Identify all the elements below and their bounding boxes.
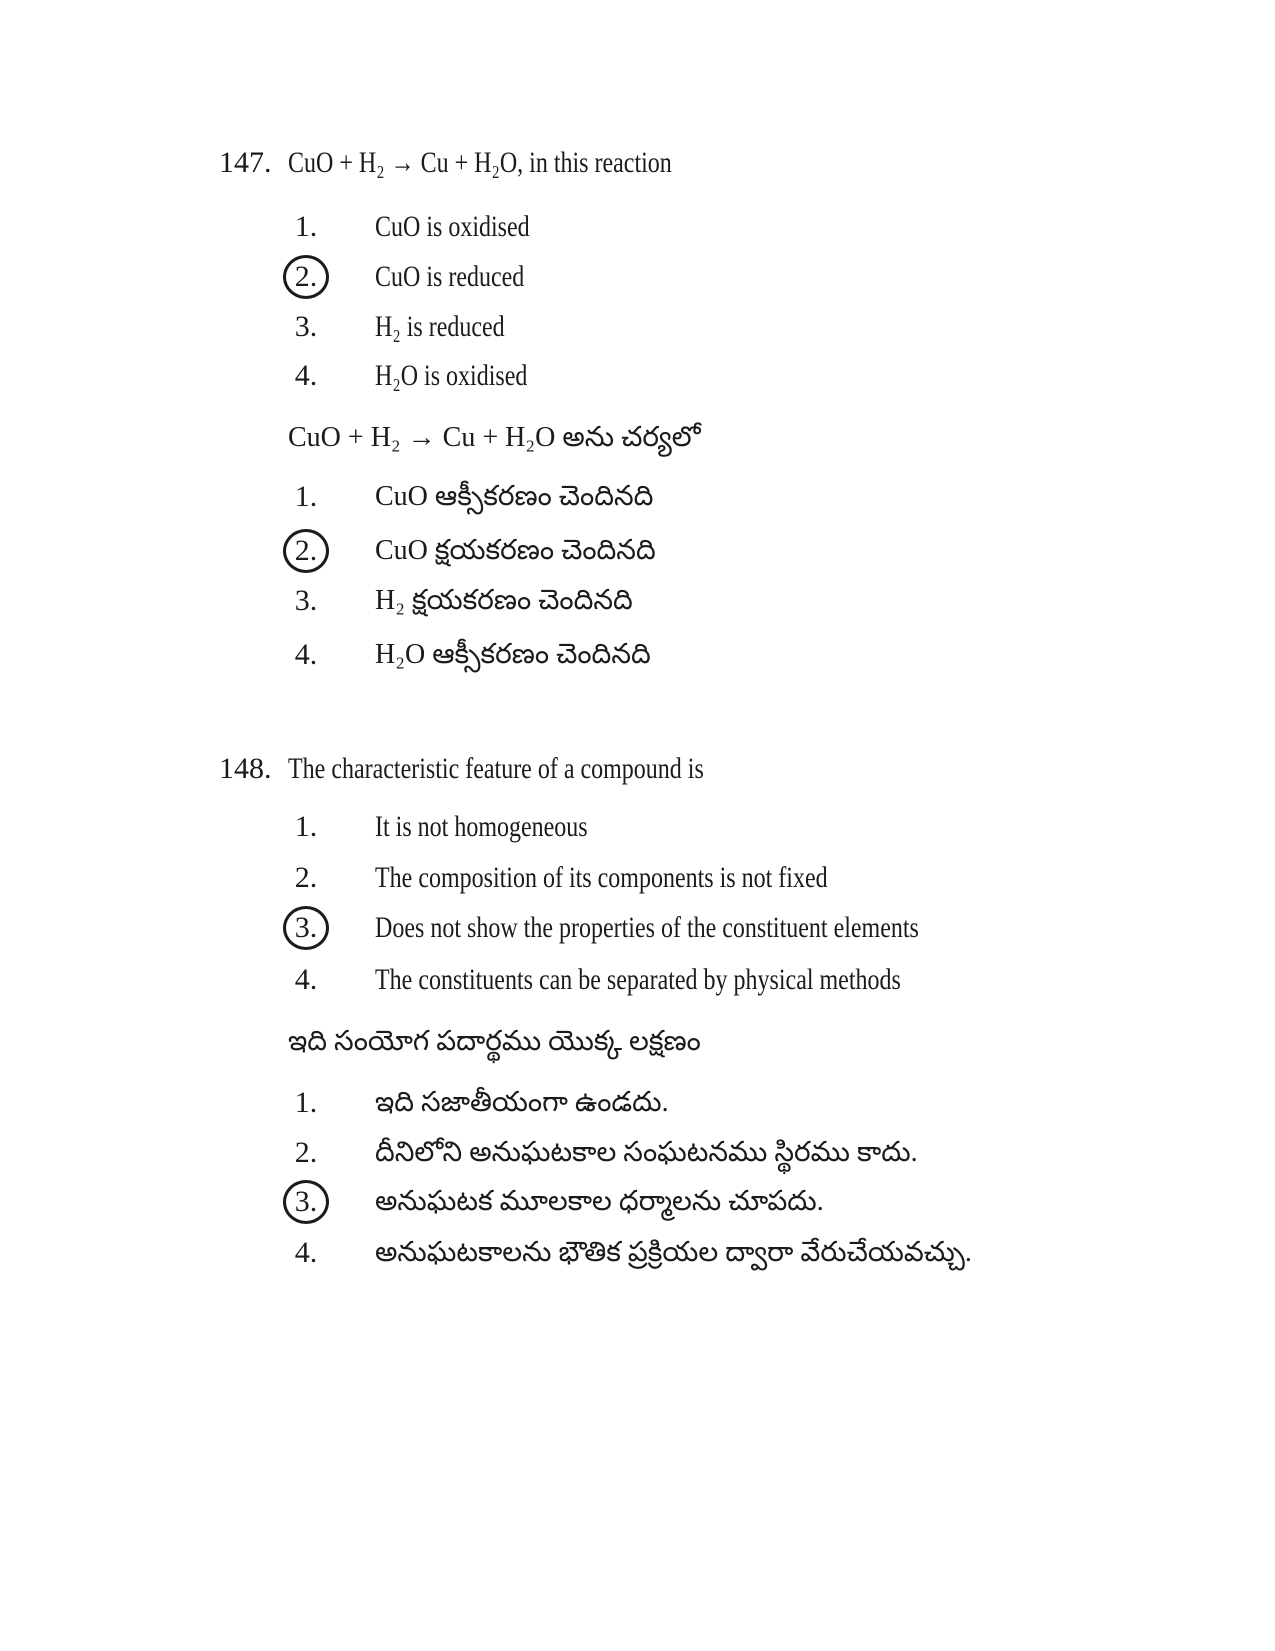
option-text-en: CuO is reduced — [375, 260, 525, 293]
option-number: 2. — [283, 255, 329, 299]
question-number: 148. — [219, 752, 272, 785]
option-number: 2. — [283, 529, 329, 573]
option-row — [0, 807, 1275, 847]
option-text-te: దీనిలోని అనుఘటకాల సంఘటనము స్థిరము కాదు. — [375, 1137, 918, 1168]
telugu-heading-row — [0, 1022, 1275, 1062]
option-number: 4. — [294, 638, 318, 671]
option-row — [0, 1083, 1275, 1123]
option-text-te: CuO ఆక్సీకరణం చెందినది — [375, 481, 654, 512]
option-number: 2. — [294, 861, 318, 894]
option-text-te: CuO క్షయకరణం చెందినది — [375, 535, 656, 566]
option-number: 4. — [294, 359, 318, 392]
option-number: 4. — [294, 963, 318, 996]
question-number: 147. — [219, 146, 272, 179]
question-text-te: ఇది సంయోగ పదార్థము యొక్క లక్షణం — [288, 1026, 701, 1057]
question-text-en: CuO + H₂ → Cu + H₂O, in this reaction — [288, 146, 672, 179]
option-row — [0, 858, 1275, 898]
option-text-en: It is not homogeneous — [375, 810, 588, 843]
option-number: 3. — [283, 906, 329, 950]
option-text-en: The constituents can be separated by physical methods — [375, 963, 901, 996]
option-row — [0, 960, 1275, 1000]
question-heading-row — [0, 749, 1275, 789]
option-row — [0, 635, 1275, 675]
option-row — [0, 531, 1275, 571]
option-row — [0, 1182, 1275, 1222]
option-text-en: H₂ is reduced — [375, 310, 505, 343]
option-row — [0, 307, 1275, 347]
option-row — [0, 356, 1275, 396]
option-number: 1. — [294, 1086, 318, 1119]
option-text-te: ఇది సజాతీయంగా ఉండదు. — [375, 1087, 669, 1118]
question-text-te: CuO + H₂ → Cu + H₂O అను చర్యలో — [288, 422, 701, 453]
telugu-heading-row — [0, 418, 1275, 458]
option-row — [0, 257, 1275, 297]
option-row — [0, 477, 1275, 517]
option-number: 1. — [294, 480, 318, 513]
option-number: 3. — [294, 584, 318, 617]
option-number: 3. — [294, 310, 318, 343]
option-text-te: H₂ క్షయకరణం చెందినది — [375, 585, 633, 616]
option-number: 2. — [294, 1136, 318, 1169]
question-heading-row — [0, 143, 1275, 183]
option-text-te: H₂O ఆక్సీకరణం చెందినది — [375, 639, 651, 670]
option-text-en: The composition of its components is not fixed — [375, 861, 828, 894]
option-text-te: అనుఘటకాలను భౌతిక ప్రక్రియల ద్వారా వేరుచేయవచ్చు. — [375, 1237, 972, 1268]
option-number: 1. — [294, 210, 318, 243]
question-text-en: The characteristic feature of a compound is — [288, 752, 704, 785]
option-row — [0, 207, 1275, 247]
option-row — [0, 1133, 1275, 1173]
option-number: 3. — [283, 1180, 329, 1224]
option-row — [0, 908, 1275, 948]
option-text-en: Does not show the properties of the constituent elements — [375, 911, 919, 944]
option-row — [0, 1233, 1275, 1273]
option-text-en: H₂O is oxidised — [375, 359, 528, 392]
option-row — [0, 581, 1275, 621]
option-text-te: అనుఘటక మూలకాల ధర్మాలను చూపదు. — [375, 1186, 824, 1217]
option-number: 4. — [294, 1236, 318, 1269]
option-text-en: CuO is oxidised — [375, 210, 530, 243]
option-number: 1. — [294, 810, 318, 843]
